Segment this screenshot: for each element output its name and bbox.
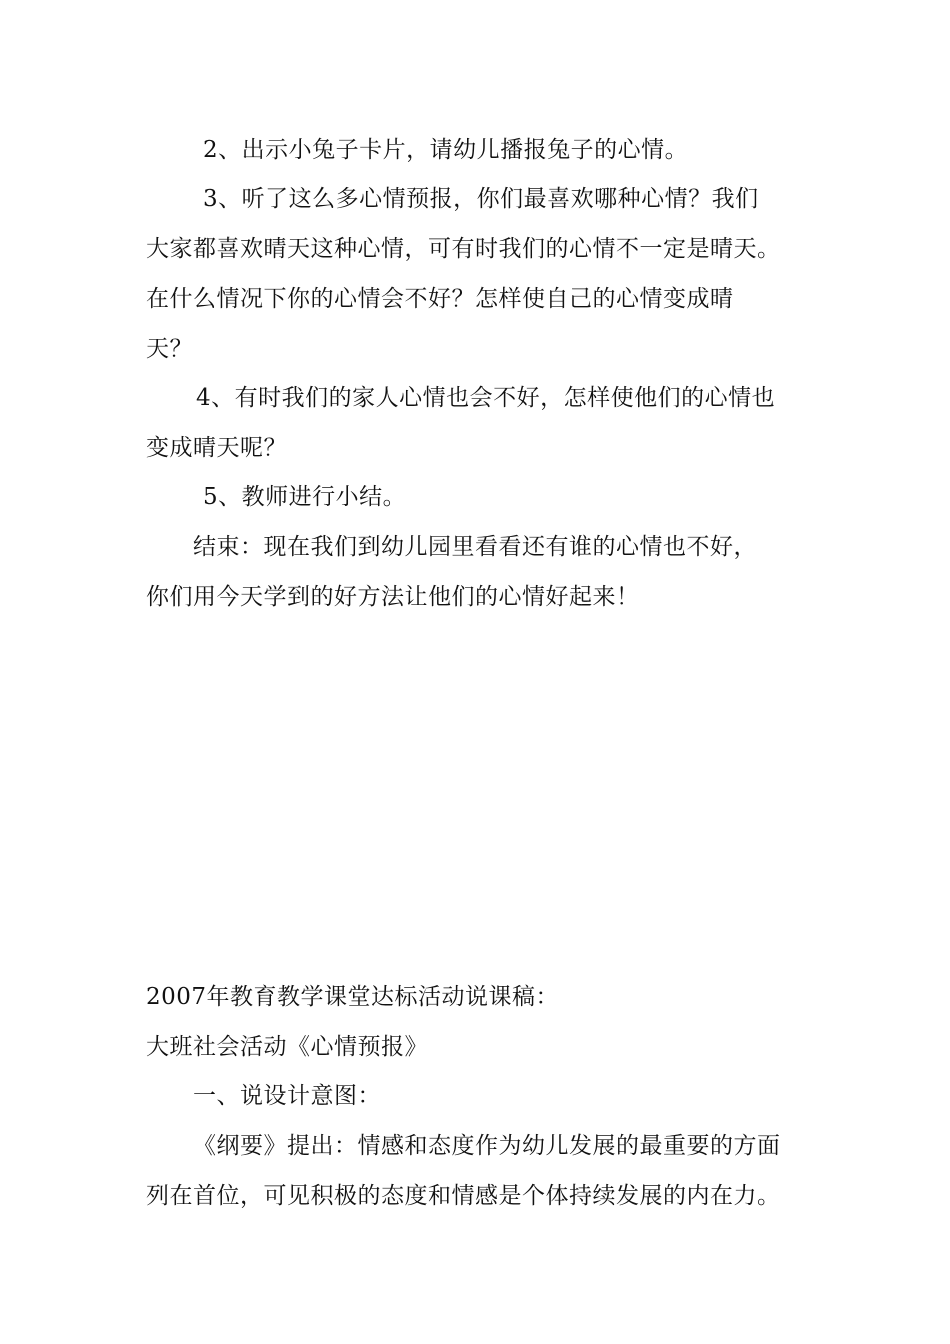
paragraph-line: 《纲要》提出：情感和态度作为幼儿发展的最重要的方面 — [193, 1133, 781, 1159]
paragraph-line: 3、听了这么多心情预报，你们最喜欢哪种心情？我们 — [203, 186, 759, 212]
paragraph-line: 2、出示小兔子卡片，请幼儿播报兔子的心情。 — [203, 137, 689, 163]
section-heading: 一、说设计意图： — [193, 1083, 381, 1109]
paragraph-line: 变成晴天呢？ — [146, 435, 287, 461]
document-heading: 2007年教育教学课堂达标活动说课稿： — [146, 984, 560, 1010]
paragraph-line: 天？ — [146, 336, 193, 362]
paragraph-line: 4、有时我们的家人心情也会不好，怎样使他们的心情也 — [196, 385, 776, 411]
paragraph-line: 结束：现在我们到幼儿园里看看还有谁的心情也不好， — [193, 534, 757, 560]
paragraph-line: 大家都喜欢晴天这种心情，可有时我们的心情不一定是晴天。 — [146, 236, 781, 262]
paragraph-line: 你们用今天学到的好方法让他们的心情好起来！ — [146, 584, 640, 610]
paragraph-line: 5、教师进行小结。 — [203, 484, 407, 510]
document-subheading: 大班社会活动《心情预报》 — [146, 1034, 428, 1060]
paragraph-line: 在什么情况下你的心情会不好？怎样使自己的心情变成晴 — [146, 286, 734, 312]
paragraph-line: 列在首位，可见积极的态度和情感是个体持续发展的内在力。 — [146, 1183, 781, 1209]
